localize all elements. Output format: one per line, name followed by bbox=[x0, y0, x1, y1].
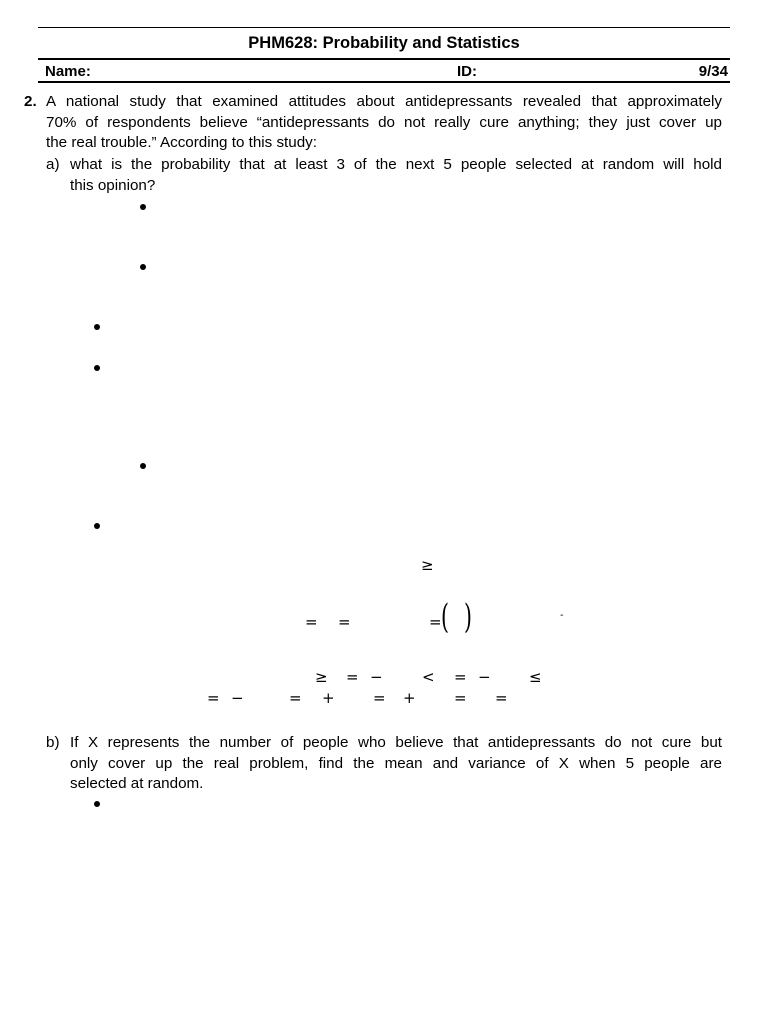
geq-symbol: ≥ bbox=[421, 556, 434, 574]
part-b-label: b) bbox=[46, 734, 60, 751]
less-than-symbol: < bbox=[422, 668, 435, 686]
equals-symbol: = bbox=[346, 668, 359, 686]
question-number: 2. bbox=[24, 93, 37, 110]
left-paren: ( bbox=[441, 597, 449, 637]
plus-symbol: + bbox=[403, 689, 416, 707]
part-b-line-3: selected at random. bbox=[70, 775, 204, 792]
part-a-line-2: this opinion? bbox=[70, 176, 156, 194]
leq-symbol: ≤ bbox=[529, 668, 542, 686]
plus-symbol: + bbox=[322, 689, 335, 707]
equals-symbol: = bbox=[207, 689, 220, 707]
bullet bbox=[140, 204, 146, 210]
minus-symbol: − bbox=[370, 668, 383, 686]
equals-symbol: = bbox=[305, 613, 318, 631]
dash-symbol: - bbox=[560, 610, 564, 621]
bullet bbox=[140, 264, 146, 270]
header-divider bbox=[38, 58, 730, 60]
geq-symbol: ≥ bbox=[315, 668, 328, 686]
page-number: 9/34 bbox=[698, 63, 728, 80]
equals-symbol: = bbox=[338, 613, 351, 631]
equals-symbol: = bbox=[454, 689, 467, 707]
part-a-label: a) bbox=[46, 156, 60, 173]
right-paren: ) bbox=[464, 597, 472, 637]
question-stem-line-1: A national study that examined attitudes about antidepressants revealed that approximately bbox=[46, 93, 722, 110]
part-a-line-1: what is the probability that at least 3 of the next 5 people selected at random will hold bbox=[70, 156, 722, 173]
bullet bbox=[94, 324, 100, 330]
part-b-line-2: only cover up the real problem, find the mean and variance of X when 5 people are bbox=[70, 754, 722, 772]
part-b-line-1: If X represents the number of people who believe that antidepressants do not cure but bbox=[70, 734, 722, 751]
page-title: PHM628: Probability and Statistics bbox=[248, 34, 520, 52]
question-stem-line-2: 70% of respondents believe “antidepressants do not really cure anything; they just cover up bbox=[46, 113, 722, 131]
minus-symbol: − bbox=[478, 668, 491, 686]
header-bottom-rule bbox=[38, 81, 730, 83]
bullet bbox=[94, 801, 100, 807]
question-stem-line-3: the real trouble.” According to this study: bbox=[46, 134, 317, 151]
minus-symbol: − bbox=[231, 689, 244, 707]
equals-symbol: = bbox=[373, 689, 386, 707]
top-rule bbox=[38, 27, 730, 28]
equals-symbol: = bbox=[454, 668, 467, 686]
bullet bbox=[94, 523, 100, 529]
name-label: Name: bbox=[45, 63, 91, 80]
bullet bbox=[94, 365, 100, 371]
bullet bbox=[140, 463, 146, 469]
equals-symbol: = bbox=[495, 689, 508, 707]
equals-symbol: = bbox=[429, 613, 442, 631]
id-label: ID: bbox=[457, 63, 477, 80]
equals-symbol: = bbox=[289, 689, 302, 707]
